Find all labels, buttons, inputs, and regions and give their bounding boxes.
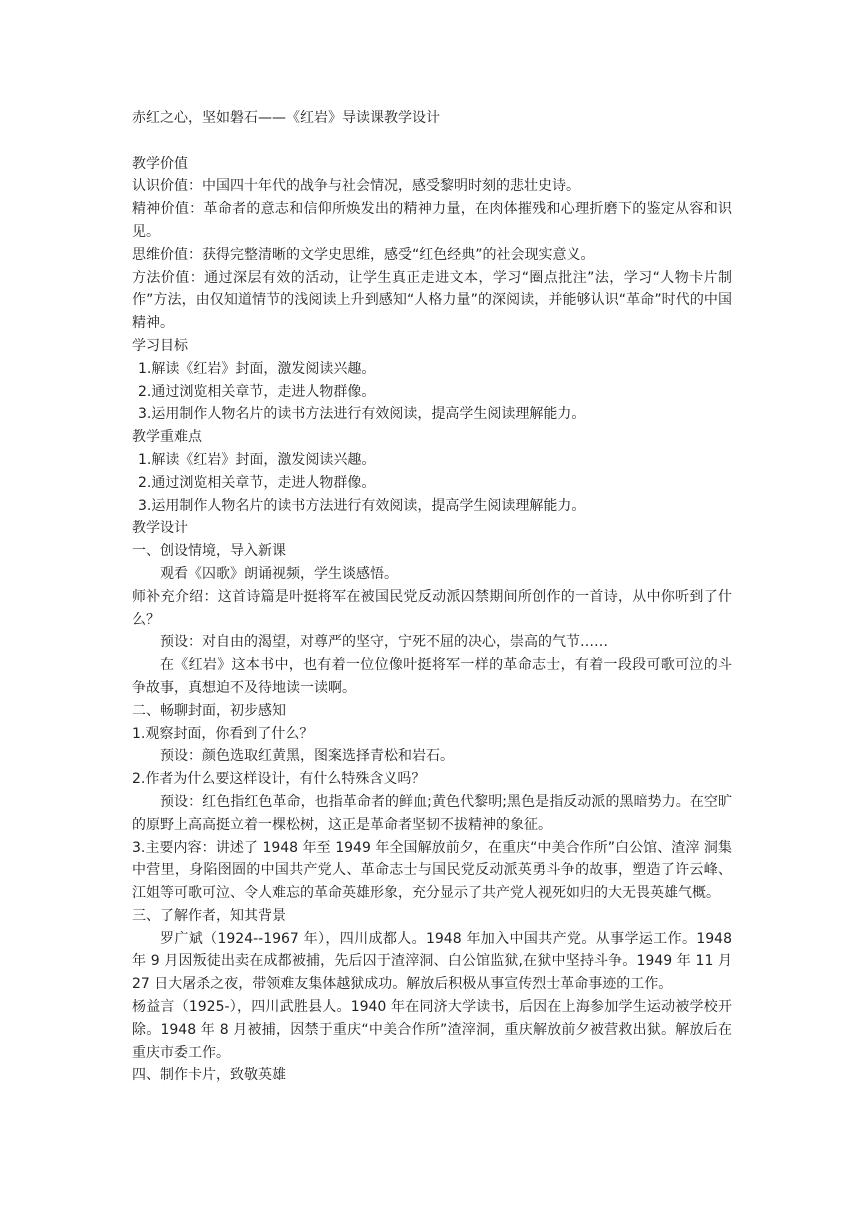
goal-item: 3.运用制作人物名片的读书方法进行有效阅读，提高学生阅读理解能力。 [138, 406, 586, 423]
step-heading-4: 四、制作卡片，致敬英雄 [132, 1067, 286, 1084]
step1-paragraph: 在《红岩》这本书中，也有着一位位像叶挺将军一样的革命志士，有着一段段可歌可泣的斗争故事，真想迫不及待地读一读啊。 [132, 657, 732, 696]
step-heading-3: 三、了解作者，知其背景 [132, 907, 286, 924]
key-point-item: 1.解读《红岩》封面，激发阅读兴趣。 [138, 451, 376, 468]
step2-summary: 3.主要内容：讲述了 1948 年至 1949 年全国解放前夕，在重庆“中美合作所”白公馆、渣滓 洞集中营里，身陷囹圄的中国共产党人、革命志士与国民党反动派英勇斗争的故事，塑造了许云峰、江姐等可歌可泣、令人难忘的革命英雄形象，充分显示了共产党人视死如归的大无畏英雄气概。 [132, 839, 732, 902]
goal-item: 1.解读《红岩》封面，激发阅读兴趣。 [138, 360, 376, 377]
step-heading-1: 一、创设情境，导入新课 [132, 543, 286, 560]
step2-question: 1.观察封面，你看到了什么？ [132, 725, 314, 742]
section-heading-values: 教学价值 [132, 155, 188, 172]
section-heading-goals: 学习目标 [132, 337, 188, 354]
step1-paragraph: 预设：对自由的渴望，对尊严的坚守，宁死不屈的决心，崇高的气节…… [160, 634, 608, 651]
section-heading-key-points: 教学重难点 [132, 429, 202, 446]
step2-question: 2.作者为什么要这样设计，有什么特殊含义吗？ [132, 771, 426, 788]
document-page [132, 107, 732, 1087]
step2-answer: 预设：红色指红色革命，也指革命者的鲜血;黄色代黎明;黑色是指反动派的黑暗势力。在空旷的原野上高高挺立着一棵松树，这正是革命者坚韧不拔精神的象征。 [132, 793, 732, 833]
key-point-item: 2.通过浏览相关章节，走进人物群像。 [138, 474, 376, 491]
step-heading-2: 二、畅聊封面，初步感知 [132, 702, 286, 719]
step1-paragraph: 师补充介绍：这首诗篇是叶挺将军在被国民党反动派囚禁期间所创作的一首诗，从中你听到了什么？ [132, 588, 732, 628]
value-item: 精神价值：革命者的意志和信仰所焕发出的精神力量，在肉体摧残和心理折磨下的鉴定从容和识见。 [132, 201, 732, 240]
section-heading-design: 教学设计 [132, 520, 188, 537]
value-item: 方法价值：通过深层有效的活动，让学生真正走进文本，学习“圈点批注”法，学习“人物卡片制作”方法，由仅知道情节的浅阅读上升到感知“人格力量”的深阅读，并能够认识“革命”时代的中国精神。 [132, 269, 732, 332]
key-point-item: 3.运用制作人物名片的读书方法进行有效阅读，提高学生阅读理解能力。 [138, 497, 586, 514]
document-title: 赤红之心，坚如磐石——《红岩》导读课教学设计 [132, 110, 440, 126]
author-bio: 杨益言（1925-），四川武胜县人。1940 年在同济大学读书，后因在上海参加学生运动被学校开除。1948 年 8 月被捕，因禁于重庆“中美合作所”渣滓洞，重庆解放前夕被营救出狱。解放后在重庆市委工作。 [132, 999, 732, 1061]
value-item: 认识价值：中国四十年代的战争与社会情况，感受黎明时刻的悲壮史诗。 [132, 178, 580, 195]
author-bio: 罗广斌（1924--1967 年），四川成都人。1948 年加入中国共产党。从事学运工作。1948 年 9 月因叛徒出卖在成都被捕，先后囚于渣滓洞、白公馆监狱,在狱中坚持斗争。1949 年 11 月 27 日大屠杀之夜，带领难友集体越狱成功。解放后积极从事宣传烈士革命事迹的工作。 [132, 930, 732, 993]
value-item: 思维价值：获得完整清晰的文学史思维，感受“红色经典”的社会现实意义。 [132, 246, 595, 263]
step2-answer: 预设：颜色选取红黄黑，图案选择青松和岩石。 [160, 748, 454, 765]
step1-paragraph: 观看《囚歌》朗诵视频，学生谈感悟。 [160, 565, 398, 582]
goal-item: 2.通过浏览相关章节，走进人物群像。 [138, 383, 376, 400]
